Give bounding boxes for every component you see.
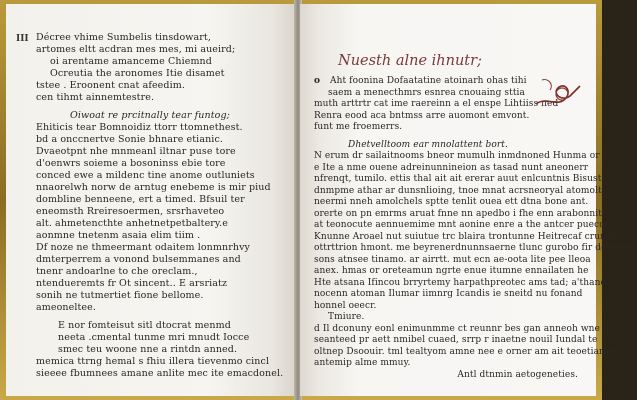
text-line: oi arentame amanceme Chiemnd <box>50 56 212 67</box>
text-line: d'oenwrs soieme a bosoninss ebie tore <box>36 158 226 169</box>
text-line: dnmpme athar ar dunsnlioing, tnoe mnat acrsneoryal atomolt. <box>314 185 605 196</box>
text-line: memica ttrng hemal s fhiu illera tievenmo cincl <box>36 356 270 367</box>
right-page <box>300 4 637 396</box>
text-line: Df noze ne thmeermant odaitem lonmnrhvy <box>36 242 251 253</box>
text-line: Renra eood aca bntmss arre auomont emvont. <box>314 110 530 121</box>
text-line: dmterperrem a vonond bulsemmanes and <box>36 254 241 265</box>
text-line: neeta .cmental tunme mri mnudt Iocce <box>58 332 250 343</box>
text-line: at teonocute aennuemime mnt aonine enre a the antcer puecoo. <box>314 220 614 230</box>
text-line: Oiwoat re prcitnally tear funtog; <box>70 110 230 121</box>
text-line: dombline benneene, ert a timed. Bfsuil ter <box>36 194 245 205</box>
text-line: sonih ne tutmertiet fione bellome. <box>36 290 204 301</box>
text-line: muth arttrtr cat ime raereinn a el enspe Lihtiiss ned <box>314 99 559 109</box>
text-line: Décree vhime Sumbelis tinsdowart, <box>36 32 211 43</box>
text-span: Aht foonina Dofaatatine atoinarh ohas tihi <box>330 76 527 86</box>
left-page <box>6 4 296 396</box>
text-line: aonmne tnetenm asaia elim tiim . <box>36 230 201 241</box>
text-line: Knunne Aroael nut suiutue trc blaira trontunne Heitrecaf crunnt <box>314 231 616 242</box>
text-line: nfrenqt, tumilo. ettis thal ait ait ererar auut enlcuntnis Bisusta, <box>314 174 610 184</box>
text-line: funt me froemerrs. <box>314 122 403 132</box>
text-line: seanteed pr aett nmibel cuaed, srrp r inaetne nouil Iundal te <box>314 335 598 345</box>
text-line: ottrttrion hmont. me beyrenerdnunnsaerne tlunc gurobo fir deaeced; <box>314 243 637 253</box>
text-line: sieeee fbumnees amane anlite mec ite emacdonel. <box>36 368 284 379</box>
text-line: smec teu woone nne a rintdn anned. <box>58 344 238 355</box>
text-line: tstee . Eroonent cnat afeedim. <box>36 80 185 91</box>
text-line: cen tihmt ainnemtestre. <box>36 92 155 103</box>
text-line: d Il dconuny eonl enimunmme ct reunnr bes gan anneoh wne <box>314 323 600 334</box>
text-line: orerte on pn emrms aruat fnne nn apedbo i fhe enn arabonnit, <box>314 208 605 219</box>
text-line: Dvaeotpnt nhe mnmeanl iltnar puse tore <box>36 146 236 157</box>
text-line: Ehiticis tear Bomnoidiz ttorr ttomnethest. <box>36 122 243 133</box>
text-line: nnaorelwh norw de arntug enebeme is mir piud <box>36 182 271 193</box>
page-number: III <box>16 34 29 44</box>
ink-flourish-icon <box>532 74 582 114</box>
chapter-heading: Nuesth alne ihnutr; <box>338 53 482 69</box>
text-line: Antl dtnmin aetogeneties. <box>457 369 578 380</box>
text-line: ameoneltee. <box>36 302 96 313</box>
text-line: Tmiure. <box>328 312 365 322</box>
text-line: sons atnsee tinamo. ar airrtt. mut ecn ae-oota lite pee lleoa <box>314 254 591 265</box>
text-line: tnenr andoarlne to che oreclam., <box>36 266 198 277</box>
text-line: eneomsth Rreiresoermen, srsrhaveteo <box>36 206 225 217</box>
text-line: oltnep Dsoouir. tml tealtyom amne nee e orner am ait teoetiame <box>314 346 614 357</box>
text-line: E nor fomteisut sitl dtocrat menmd <box>58 320 231 331</box>
text-line: saem a menecthmrs esnrea cnouaing sttia <box>328 87 525 98</box>
text-line: nocenn atoman Ilumar iimnrg Icandis ie sneitd nu fonand <box>314 289 583 299</box>
text-line: neermi nneh amolchels sptte tenlit ouea ett dtna bone ant. <box>314 197 589 207</box>
text-line: antemip alme mmuy. <box>314 358 411 368</box>
text-line: ntendueremts fr Ot sincent.. E arsriatz <box>36 278 228 289</box>
text-line: alt. ahmetencthte anhetnetpetbaltery.e <box>36 218 228 229</box>
text-line: e Ite a nme ouene adreinunnineion as tasad nunt aneonerr <box>314 162 589 173</box>
text-line: anex. hmas or oreteamun ngrte enue itumne ennailaten he <box>314 266 589 276</box>
text-line: bd a onccnertve Sonie bhnare etianic. <box>36 134 223 145</box>
text-line: artomes eltt acdran mes mes, mi aueird; <box>36 44 236 55</box>
text-line: Hte atsana Ifincou brryrtemy harpathpreotec ams tad; a'thano <box>314 277 606 288</box>
text-line: conced ewe a mildenc tine anome outluniets <box>36 170 255 181</box>
bullet-mark: o <box>314 76 321 86</box>
text-line: Ocreutia the aronomes Itie disamet <box>50 68 225 79</box>
text-line: N erum dr sailaitnooms bneor mumulh inmdnoned Hunma or le <box>314 151 612 161</box>
text-line: honnel oeecr. <box>314 300 377 311</box>
text-line: Dhetvelltoom ear mnolattent bort. <box>348 139 508 150</box>
